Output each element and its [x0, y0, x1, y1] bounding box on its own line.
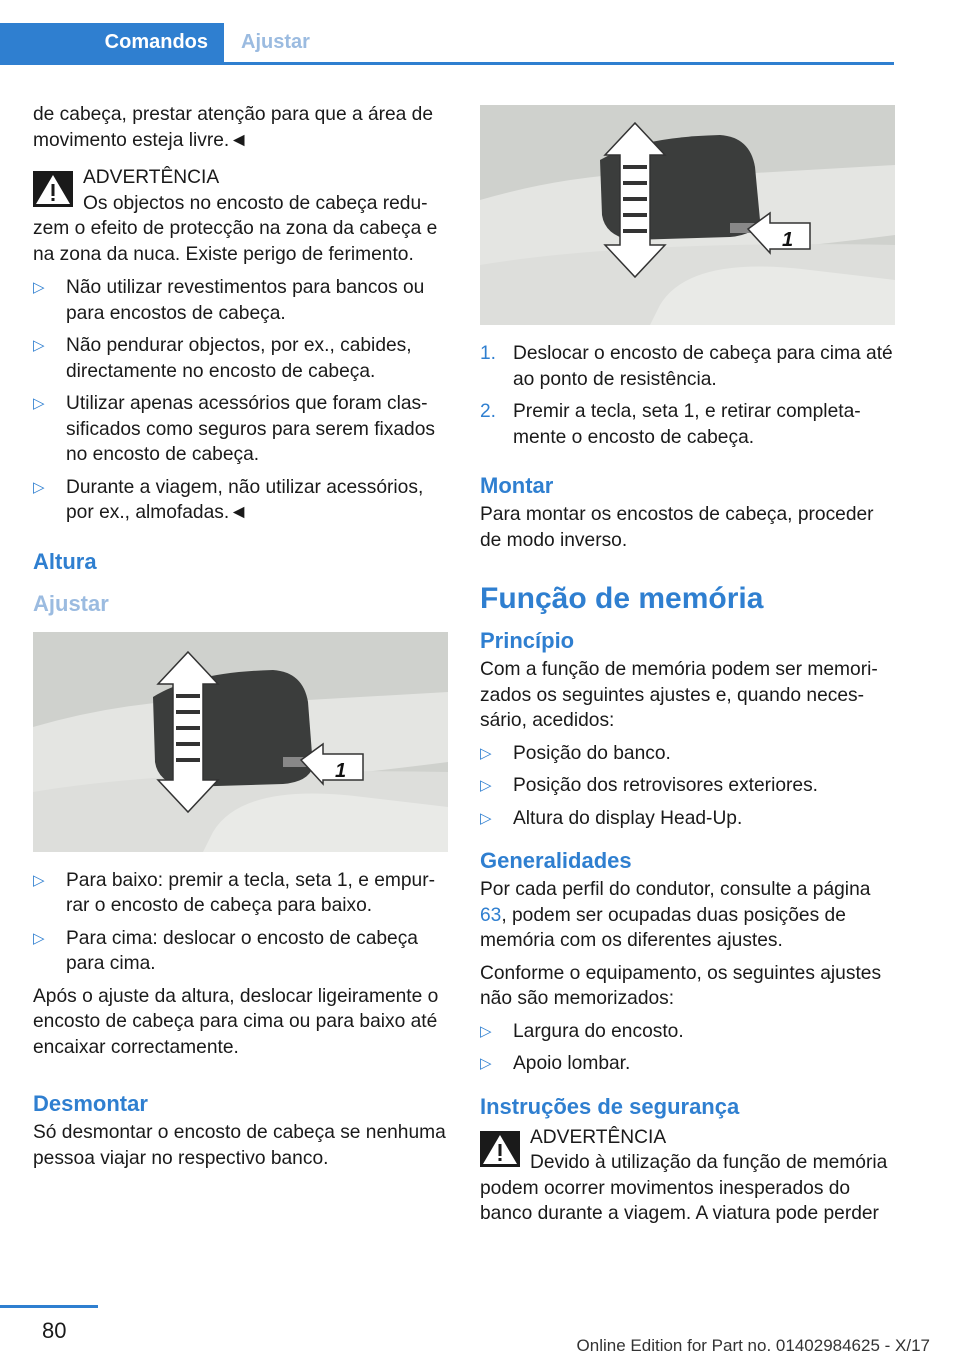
bullet-icon: ▷: [480, 1022, 492, 1040]
adjust-note: Após o ajuste da altura, deslocar ligeiramente o encosto de cabeça para cima ou para baixo até encaixar correctamente.: [33, 985, 439, 1058]
section-desmontar: Desmontar: [33, 1091, 148, 1116]
list-item: ▷ Largura do encosto.: [480, 1019, 896, 1045]
page-number: 80: [42, 1318, 67, 1343]
list-item: ▷ Posição do banco.: [480, 741, 896, 767]
intro-paragraph: de cabeça, prestar atenção para que a área de movimento esteja livre.◄: [33, 104, 434, 151]
adjust-list: [33, 868, 449, 977]
list-item: 2. Premir a tecla, seta 1, e retirar completamente o encosto de cabeça.: [480, 401, 861, 448]
list-item: ▷ Posição dos retrovisores exteriores.: [480, 773, 896, 799]
subsection-ajustar: Ajustar: [33, 590, 109, 616]
list-item: ▷ Apoio lombar.: [480, 1051, 896, 1077]
bullet-icon: ▷: [480, 809, 492, 827]
removal-steps: [480, 341, 896, 450]
headrest-figure-adjust: [33, 632, 448, 852]
list-item: ▷ Durante a viagem, não utilizar acessórios, por ex., almofadas.◄: [33, 476, 424, 523]
left-column: [33, 102, 449, 1178]
list-item: ▷ Altura do display Head-Up.: [480, 806, 896, 832]
warning-title: ADVERTÊNCIA: [83, 167, 220, 188]
warning-block: [33, 165, 449, 267]
section-montar: Montar: [480, 473, 554, 498]
tab-comandos[interactable]: Comandos: [0, 23, 224, 62]
warning-title: ADVERTÊNCIA: [530, 1126, 667, 1148]
header-tabs: [0, 23, 894, 65]
warning-body: Os objectos no encosto de cabeça reduzem o efeito de protecção na zona da cabeça e na zona da nuca. Existe perigo de ferimento.: [33, 192, 438, 265]
bullet-icon: ▷: [33, 871, 45, 889]
bullet-icon: ▷: [480, 744, 492, 762]
figure-label: 1: [335, 759, 347, 782]
warning-block: [480, 1125, 896, 1227]
list-item: ▷ Para cima: deslocar o encosto de cabeça para cima.: [33, 927, 418, 974]
warning-list: [33, 275, 449, 526]
warning-body: Devido à utilização da função de memória podem ocorrer movimentos inesperados do banco durante a viagem. A viatura pode perder: [480, 1152, 888, 1224]
warning-icon: [480, 1131, 520, 1167]
section-altura: Altura: [33, 548, 97, 574]
list-item: ▷ Para baixo: premir a tecla, seta 1, e empurrar o encosto de cabeça para baixo.: [33, 869, 435, 916]
bullet-icon: ▷: [33, 478, 45, 496]
warning-icon: [33, 171, 73, 207]
bullet-icon: ▷: [33, 337, 45, 354]
section-seguranca: Instruções de segurança: [480, 1093, 740, 1119]
figure-label: 1: [782, 229, 794, 251]
footer-rule: [0, 1305, 98, 1308]
principio-list: [480, 741, 896, 832]
list-item: ▷ Utilizar apenas acessórios que foram classificados como seguros para serem fixados no encosto de cabeça.: [33, 393, 435, 465]
headrest-figure-remove: [480, 105, 895, 325]
generalidades-text-2: Conforme o equipamento, os seguintes ajustes não são memorizados:: [480, 962, 882, 1009]
bullet-icon: ▷: [33, 929, 45, 947]
bullet-icon: ▷: [33, 279, 45, 296]
list-item: ▷ Não pendurar objectos, por ex., cabides, directamente no encosto de cabeça.: [33, 335, 412, 382]
section-generalidades: Generalidades: [480, 848, 632, 873]
right-column: [480, 102, 896, 1235]
generalidades-text: Por cada perfil do condutor, consulte a página 63, podem ser ocupadas duas posições de memória com os diferentes ajustes.: [480, 879, 871, 951]
page-link[interactable]: 63: [480, 904, 502, 926]
generalidades-list: [480, 1019, 896, 1077]
list-item: 1. Deslocar o encosto de cabeça para cima até ao ponto de resistência.: [480, 343, 893, 390]
bullet-icon: ▷: [480, 777, 492, 794]
chapter-title: Função de memória: [480, 582, 764, 615]
list-item: ▷ Não utilizar revestimentos para bancos ou para encostos de cabeça.: [33, 277, 425, 324]
bullet-icon: ▷: [33, 395, 45, 412]
edition-footer: Online Edition for Part no. 01402984625 - X/17: [576, 1336, 930, 1355]
desmontar-text: Só desmontar o encosto de cabeça se nenhuma pessoa viajar no respectivo banco.: [33, 1122, 446, 1169]
principio-text: Com a função de memória podem ser memorizados os seguintes ajustes e, quando necessário, acedidos:: [480, 659, 878, 731]
section-principio: Princípio: [480, 628, 575, 653]
montar-text: Para montar os encostos de cabeça, proceder de modo inverso.: [480, 504, 874, 551]
bullet-icon: ▷: [480, 1055, 492, 1072]
tab-ajustar[interactable]: Ajustar: [241, 31, 310, 53]
